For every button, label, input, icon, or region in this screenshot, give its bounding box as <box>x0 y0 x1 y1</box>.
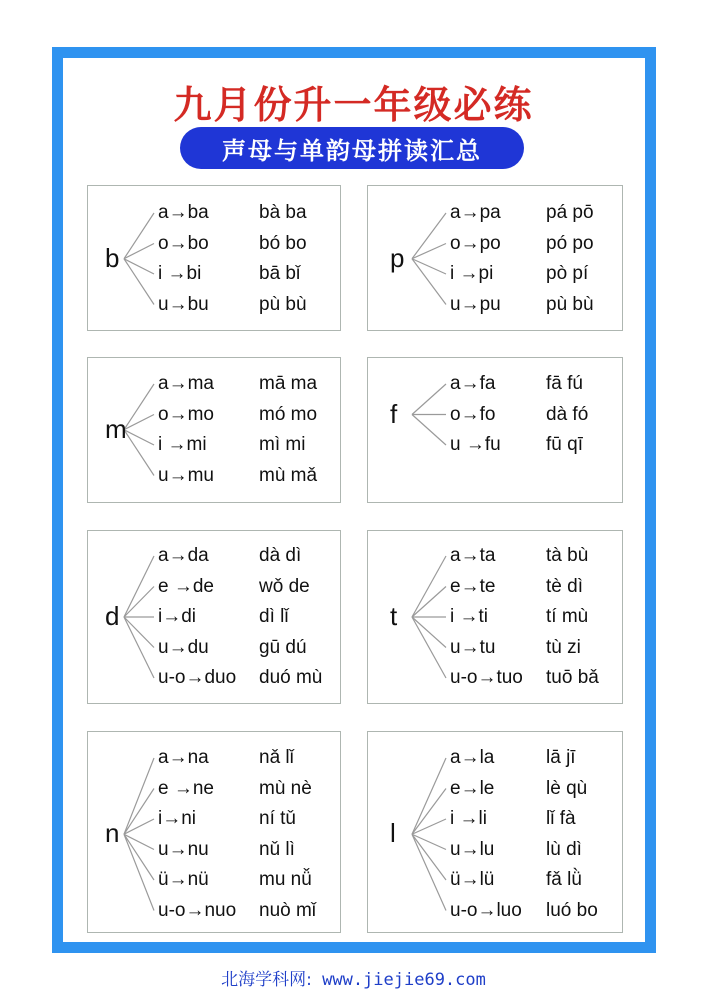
example-words: pù bù <box>546 293 594 315</box>
card-d <box>87 530 341 704</box>
branch-lines <box>368 358 624 504</box>
branch-line <box>412 617 446 648</box>
initial-letter: d <box>105 601 120 631</box>
example-words: fǎ lǜ <box>546 869 582 890</box>
example-words: nǔ lì <box>259 838 295 860</box>
syllable-formula: a→ta <box>450 545 496 566</box>
syllable-formula: u-o→luo <box>450 899 522 921</box>
branch-line <box>124 556 154 617</box>
example-words: dà dì <box>259 545 302 566</box>
syllable-formula: a→pa <box>450 202 501 223</box>
syllable-formula: i →bi <box>158 263 202 284</box>
example-words: pò pí <box>546 263 589 284</box>
example-words: tà bù <box>546 545 589 566</box>
syllable-formula: u→du <box>158 636 209 658</box>
syllable-formula: ü→lü <box>450 869 495 890</box>
syllable-formula: i →pi <box>450 263 494 284</box>
card-t <box>367 530 623 704</box>
example-words: fā fú <box>546 373 583 394</box>
initial-letter: l <box>390 818 396 849</box>
example-words: nǎ lǐ <box>259 747 294 768</box>
footer-url: www.jiejie69.com <box>322 970 486 990</box>
initial-letter: f <box>390 398 398 429</box>
example-words: nuò mǐ <box>259 899 317 921</box>
example-words: lè qù <box>546 777 588 799</box>
card-l <box>367 731 623 933</box>
initial-letter: n <box>105 818 120 849</box>
syllable-formula: u →fu <box>450 434 501 455</box>
example-words: mā ma <box>259 373 318 394</box>
syllable-formula: e →ne <box>158 777 214 799</box>
subtitle-text: 声母与单韵母拼读汇总 <box>222 136 482 165</box>
syllable-formula: e →de <box>158 575 214 597</box>
example-words: lù dì <box>546 838 582 860</box>
example-words: bà ba <box>259 202 307 223</box>
initial-letter: p <box>390 242 405 273</box>
footer-site-name: 北海学科网: <box>221 970 312 990</box>
branch-line <box>124 384 154 430</box>
example-words: wǒ de <box>259 575 310 597</box>
initial-letter: b <box>105 242 120 273</box>
card-p <box>367 185 623 331</box>
syllable-formula: i →ti <box>450 606 488 627</box>
example-words: pù bù <box>259 293 307 315</box>
example-words: fū qī <box>546 434 583 455</box>
example-words: tè dì <box>546 575 583 597</box>
syllable-formula: u→bu <box>158 293 209 315</box>
syllable-formula: u→tu <box>450 636 496 658</box>
syllable-formula: u-o→tuo <box>450 667 523 688</box>
branch-line <box>124 213 154 259</box>
initial-letter: m <box>105 413 127 444</box>
initial-letter: t <box>390 601 398 631</box>
syllable-formula: o→mo <box>158 403 214 425</box>
syllable-formula: a→ma <box>158 373 214 394</box>
branch-line <box>124 259 154 305</box>
example-words: bā bǐ <box>259 263 301 284</box>
syllable-formula: u→pu <box>450 293 501 315</box>
example-words: pá pō <box>546 202 594 223</box>
card-n <box>87 731 341 933</box>
example-words: dà fó <box>546 403 589 425</box>
example-words: mu nǚ <box>259 869 312 890</box>
example-words: lǐ fà <box>546 808 576 829</box>
example-words: mù nè <box>259 777 312 799</box>
syllable-formula: ü→nü <box>158 869 209 890</box>
syllable-formula: a→la <box>450 747 495 768</box>
syllable-formula: o→bo <box>158 232 209 254</box>
example-words: luó bo <box>546 899 598 921</box>
syllable-formula: i →li <box>450 808 487 829</box>
subtitle-banner <box>180 127 524 169</box>
branch-line <box>124 617 154 678</box>
syllable-formula: i→ni <box>158 808 197 829</box>
example-words: mó mo <box>259 403 318 425</box>
example-words: mù mǎ <box>259 464 318 486</box>
example-words: gū dú <box>259 636 307 658</box>
branch-line <box>124 430 154 476</box>
example-words: bó bo <box>259 232 307 254</box>
footer <box>0 965 707 990</box>
syllable-formula: e→te <box>450 575 496 597</box>
branch-line <box>124 617 154 648</box>
branch-line <box>412 587 446 618</box>
branch-line <box>412 415 446 446</box>
branch-line <box>124 587 154 618</box>
branch-line <box>412 617 446 678</box>
syllable-formula: i →mi <box>158 434 207 455</box>
branch-line <box>412 259 446 305</box>
syllable-formula: a→na <box>158 747 209 768</box>
syllable-formula: e→le <box>450 777 495 799</box>
syllable-formula: u→lu <box>450 838 495 860</box>
example-words: lā jī <box>546 747 576 768</box>
syllable-formula: u-o→nuo <box>158 899 237 921</box>
example-words: tuō bǎ <box>546 667 599 688</box>
card-b <box>87 185 341 331</box>
example-words: ní tǔ <box>259 808 296 829</box>
syllable-formula: a→fa <box>450 373 496 394</box>
branch-line <box>412 384 446 415</box>
branch-line <box>412 213 446 259</box>
example-words: pó po <box>546 232 594 254</box>
syllable-formula: a→ba <box>158 202 209 223</box>
example-words: tù zi <box>546 636 581 658</box>
syllable-formula: i→di <box>158 606 197 627</box>
syllable-formula: u-o→duo <box>158 667 237 688</box>
syllable-formula: a→da <box>158 545 209 566</box>
syllable-formula: o→fo <box>450 403 496 425</box>
syllable-formula: u→mu <box>158 464 214 486</box>
example-words: duó mù <box>259 667 323 688</box>
example-words: mì mi <box>259 434 306 455</box>
syllable-formula: u→nu <box>158 838 209 860</box>
example-words: tí mù <box>546 606 589 627</box>
card-f <box>367 357 623 503</box>
example-words: dì lǐ <box>259 606 289 627</box>
branch-line <box>412 556 446 617</box>
syllable-formula: o→po <box>450 232 501 254</box>
page-title: 九月份升一年级必练 <box>173 82 534 127</box>
card-m <box>87 357 341 503</box>
